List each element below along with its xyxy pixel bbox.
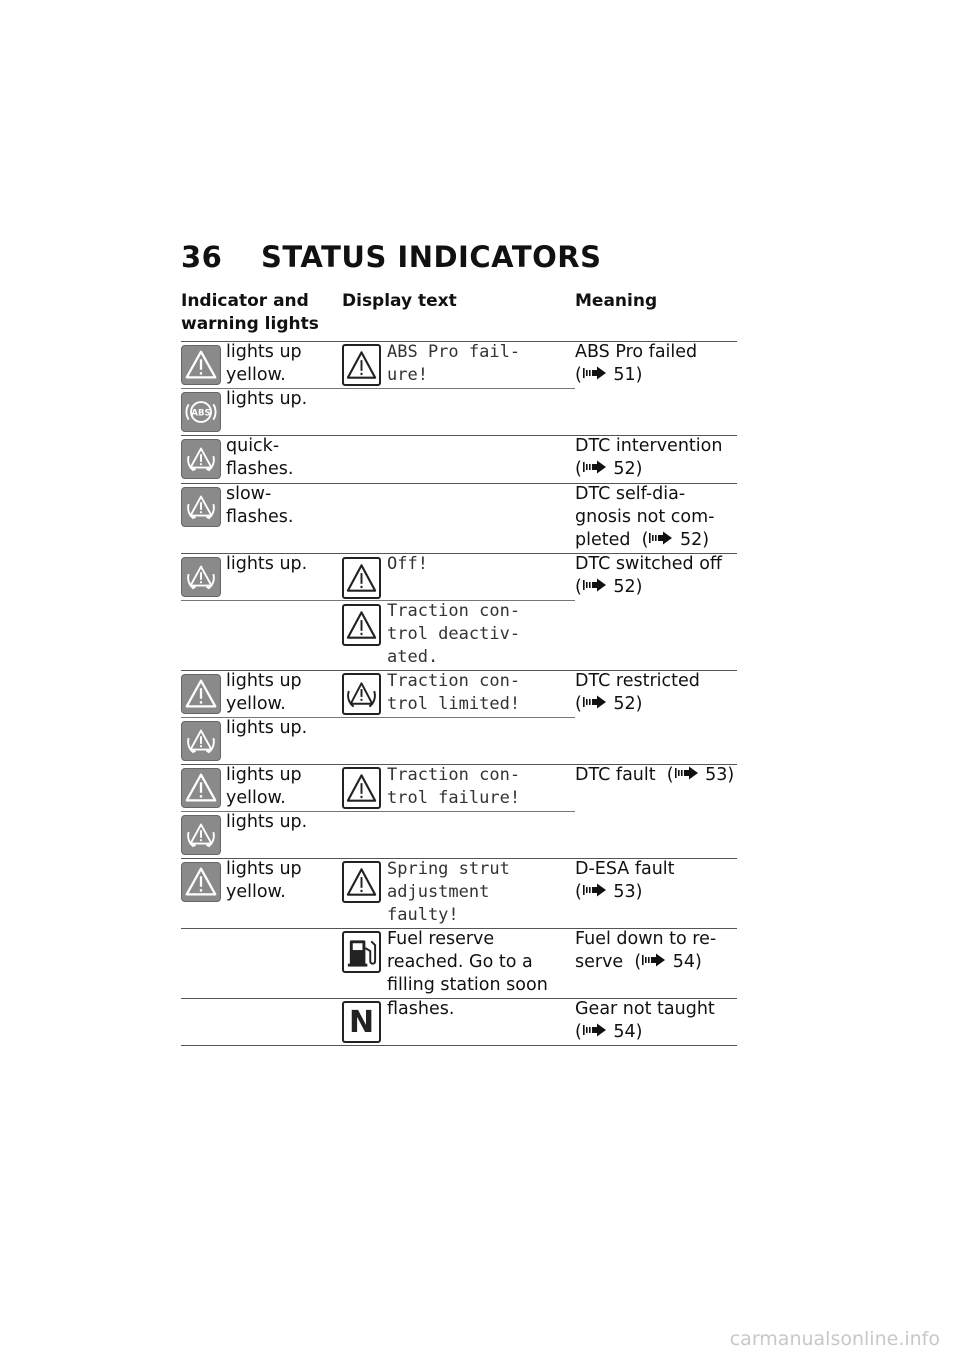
page-reference-arrow-icon — [582, 882, 608, 905]
page-reference-arrow-icon — [582, 577, 608, 600]
indicator-status: slow-flashes. — [226, 484, 294, 527]
display-warning-icon — [342, 604, 381, 646]
display-text: flashes. — [387, 999, 455, 1019]
general-warning-light-icon — [181, 345, 221, 385]
meaning-text: DTC switched off ( 52) — [575, 553, 735, 600]
display-warning-icon — [342, 861, 381, 903]
page-reference: 51) — [613, 365, 643, 385]
indicator-status: lights up yellow. — [226, 859, 302, 902]
page-reference-arrow-icon — [582, 365, 608, 388]
meaning-text: DTC restricted ( 52) — [575, 670, 725, 717]
dtc-light-icon — [181, 721, 221, 761]
indicator-status: lights up. — [226, 389, 308, 409]
display-dtc-icon — [342, 673, 381, 715]
page-reference: 52) — [613, 577, 643, 597]
indicator-status: quick-flashes. — [226, 436, 294, 479]
dtc-light-icon — [181, 487, 221, 527]
page-reference: 52) — [613, 459, 643, 479]
meaning-text: DTC self-dia-gnosis not com-pleted ( 52) — [575, 483, 720, 553]
meaning-text: DTC intervention ( 52) — [575, 435, 730, 482]
abs-warning-light-icon — [181, 392, 221, 432]
general-warning-light-icon — [181, 862, 221, 902]
column-header-display: Display text — [342, 291, 457, 311]
column-header-indicator: Indicator and warning lights — [181, 291, 319, 334]
general-warning-light-icon — [181, 768, 221, 808]
display-text: Spring strut adjustment faulty! — [387, 859, 510, 925]
page-reference-arrow-icon — [582, 1022, 608, 1045]
meaning-text: Gear not taught ( 54) — [575, 998, 725, 1045]
page-reference: 52) — [680, 530, 710, 550]
indicator-status: lights up. — [226, 554, 308, 574]
display-warning-icon — [342, 767, 381, 809]
dtc-light-icon — [181, 815, 221, 855]
page-reference: 53) — [705, 765, 735, 785]
page-reference: 52) — [613, 694, 643, 714]
display-text: Traction con-trol limited! — [387, 671, 521, 714]
page-reference-arrow-icon — [582, 694, 608, 717]
indicator-status: lights up. — [226, 812, 308, 832]
column-header-meaning: Meaning — [575, 291, 658, 311]
meaning-text: ABS Pro failed ( 51) — [575, 341, 725, 388]
dtc-light-icon — [181, 557, 221, 597]
dtc-light-icon — [181, 439, 221, 479]
page-reference-arrow-icon — [648, 530, 674, 553]
page-reference-arrow-icon — [582, 459, 608, 482]
display-text: ABS Pro fail-ure! — [387, 342, 521, 385]
page-title — [181, 240, 601, 274]
indicator-status: lights up yellow. — [226, 765, 302, 808]
page-reference: 54) — [672, 952, 702, 972]
gear-neutral-icon: N — [342, 1001, 381, 1043]
indicator-status: lights up. — [226, 718, 308, 738]
page-reference-arrow-icon — [641, 952, 667, 975]
watermark: carmanualsonline.info — [729, 1328, 940, 1350]
display-text: Traction con-trol failure! — [387, 765, 521, 808]
meaning-text: DTC fault ( 53) — [575, 764, 735, 788]
page-reference-arrow-icon — [674, 765, 700, 788]
page-reference: 54) — [613, 1022, 643, 1042]
meaning-text: Fuel down to re-serve ( 54) — [575, 928, 725, 975]
page-number: 36 — [181, 240, 223, 274]
fuel-pump-icon — [342, 931, 381, 973]
display-warning-icon — [342, 344, 381, 386]
meaning-text: D-ESA fault ( 53) — [575, 858, 725, 905]
indicator-status: lights up yellow. — [226, 342, 302, 385]
section-title: STATUS INDICATORS — [261, 240, 602, 274]
display-text: Traction con-trol deactiv-ated. — [387, 601, 521, 667]
page-reference: 53) — [613, 882, 643, 902]
indicator-status: lights up yellow. — [226, 671, 302, 714]
display-text: Off! — [387, 554, 428, 574]
display-warning-icon — [342, 557, 381, 599]
table-rule — [181, 1045, 737, 1046]
display-text: Fuel reserve reached. Go to a filling station soon — [387, 929, 548, 995]
general-warning-light-icon — [181, 674, 221, 714]
